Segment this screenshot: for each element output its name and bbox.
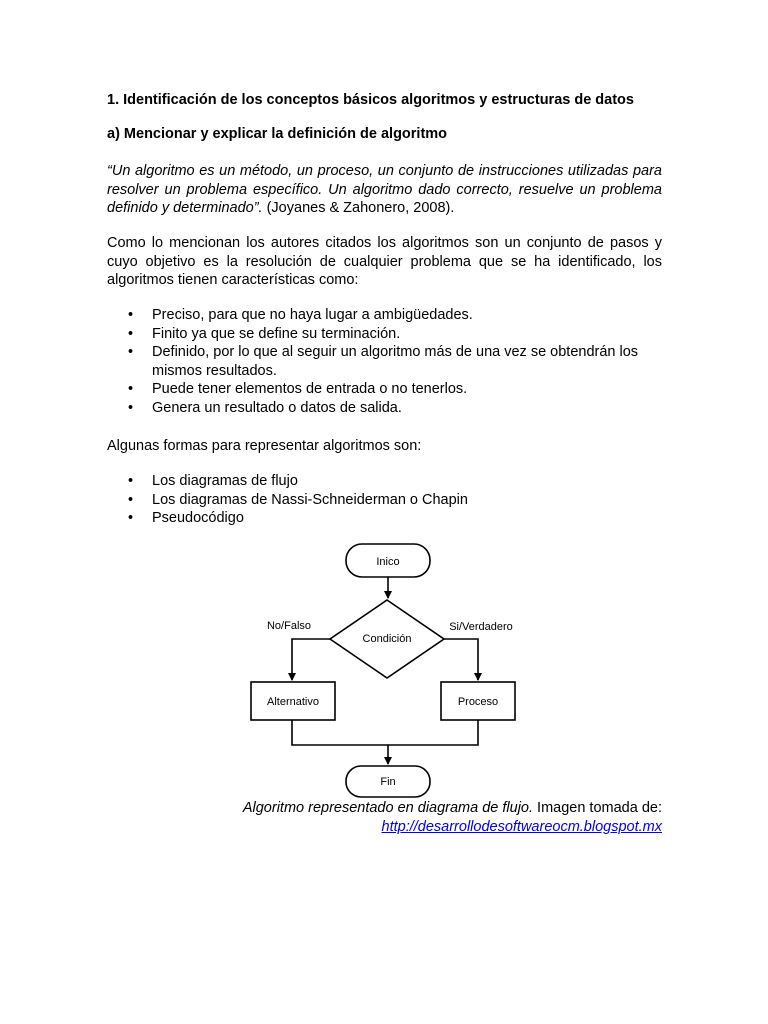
forms-intro-paragraph: Algunas formas para representar algoritmos son: xyxy=(107,438,422,454)
connector-true-branch xyxy=(444,639,478,680)
process-label: Proceso xyxy=(457,696,499,708)
list-item: • Genera un resultado o datos de salida. xyxy=(107,399,662,418)
list-item: • Los diagramas de flujo xyxy=(107,472,662,491)
condition-label: Condición xyxy=(362,633,412,645)
false-branch-label: No/Falso xyxy=(266,620,312,632)
figure-caption xyxy=(107,799,662,836)
list-item: • Definido, por lo que al seguir un algoritmo más de una vez se obtendrán los mismos resultados. xyxy=(107,343,662,380)
list-item: • Preciso, para que no haya lugar a ambigüedades. xyxy=(107,306,662,325)
end-label: Fin xyxy=(380,776,396,788)
quote-close-mark: ”. xyxy=(253,200,263,216)
connector-false-branch xyxy=(292,639,330,680)
list-item: • Finito ya que se define su terminación. xyxy=(107,325,662,344)
caption-italic: Algoritmo representado en diagrama de flujo. xyxy=(242,800,534,816)
source-link[interactable]: http://desarrollodesoftwareocm.blogspot.mx xyxy=(381,818,662,835)
alternative-label: Alternativo xyxy=(267,696,319,708)
list-item: • Puede tener elementos de entrada o no tenerlos. xyxy=(107,380,662,399)
quote-text: Un algoritmo es un método, un proceso, un conjunto de instrucciones utilizadas para resolver un problema específico. Un algoritmo dado correcto, resuelve un problema definido y determinado xyxy=(107,163,662,216)
quote-open-mark: “ xyxy=(107,163,112,179)
connector-alternative-merge xyxy=(292,720,478,745)
start-label: Inico xyxy=(376,556,400,568)
caption-source-text: Imagen tomada de: xyxy=(533,800,662,816)
list-item: • Los diagramas de Nassi-Schneiderman o Chapin xyxy=(107,491,662,510)
subsection-heading: a) Mencionar y explicar la definición de algoritmo xyxy=(107,126,448,142)
quote-citation: (Joyanes & Zahonero, 2008). xyxy=(262,200,455,216)
section-heading: 1. Identificación de los conceptos básicos algoritmos y estructuras de datos xyxy=(107,92,634,108)
true-branch-label: Si/Verdadero xyxy=(449,621,513,633)
explanation-paragraph: Como lo mencionan los autores citados los algoritmos son un conjunto de pasos y cuyo objetivo es la resolución de cualquier problema que se ha identificado, los algoritmos tienen características como: xyxy=(107,235,662,288)
list-item: • Pseudocódigo xyxy=(107,509,662,528)
